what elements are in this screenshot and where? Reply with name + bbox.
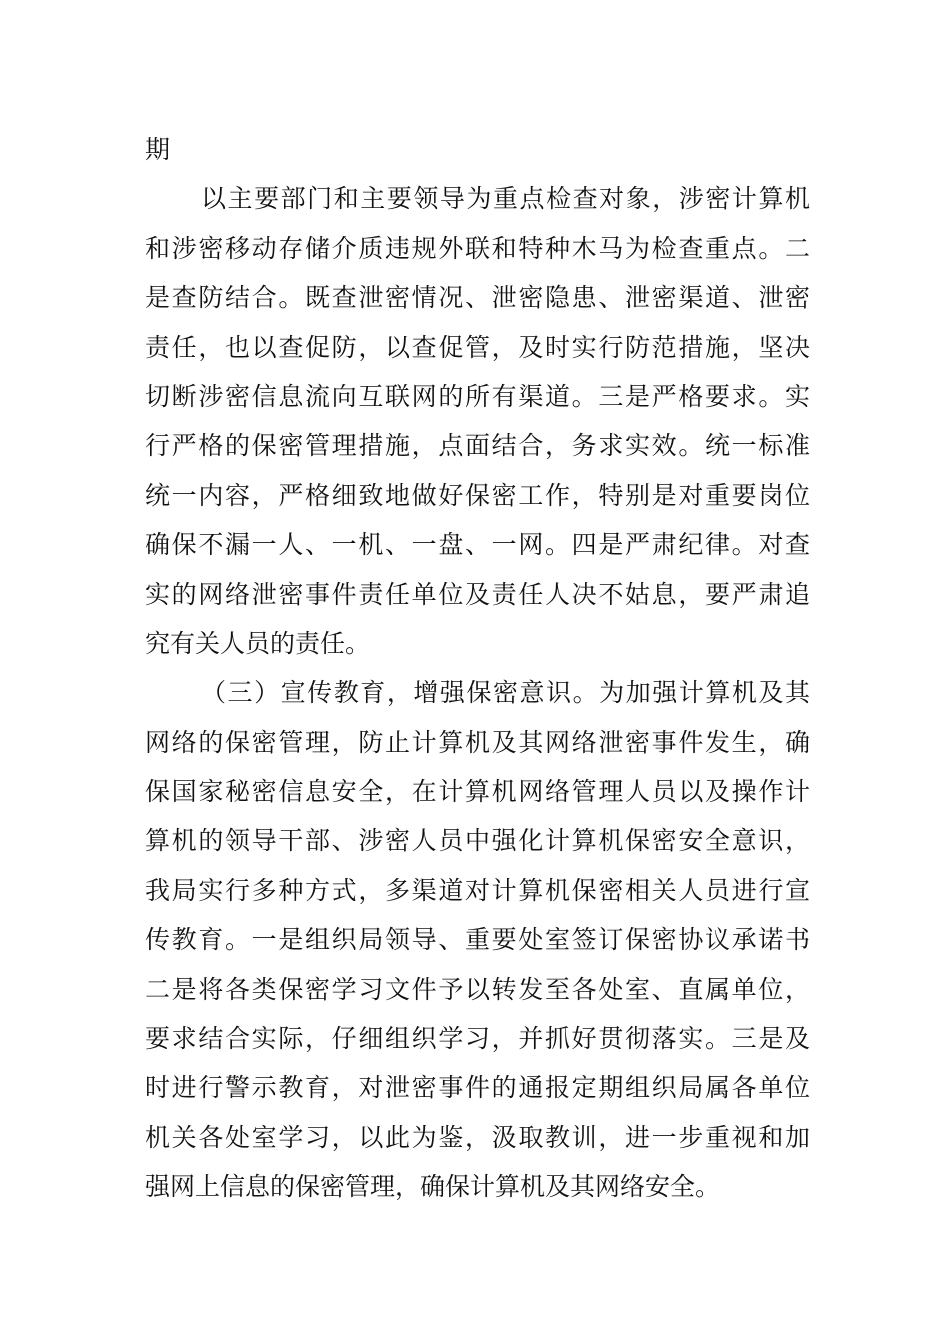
text-line: 确保不漏一人、一机、一盘、一网。四是严肃纪律。对查 [145, 530, 810, 560]
text-line: 要求结合实际，仔细组织学习，并抓好贯彻落实。三是及 [145, 1024, 810, 1054]
text-line: 究有关人员的责任。 [145, 628, 371, 658]
text-line: 责任，也以查促防，以查促管，及时实行防范措施，坚决 [145, 332, 810, 362]
text-line: 传教育。一是组织局领导、重要处室签订保密协议承诺书 [145, 925, 810, 955]
text-line: 以主要部门和主要领导为重点检查对象，涉密计算机 [201, 184, 810, 214]
text-line: （三）宣传教育，增强保密意识。为加强计算机及其 [201, 678, 810, 708]
text-line: 时进行警示教育，对泄密事件的通报定期组织局属各单位 [145, 1073, 810, 1103]
text-line: 切断涉密信息流向互联网的所有渠道。三是严格要求。实 [145, 381, 810, 411]
text-line: 行严格的保密管理措施，点面结合，务求实效。统一标准 [145, 431, 810, 461]
text-line: 强网上信息的保密管理，确保计算机及其网络安全。 [145, 1172, 721, 1202]
text-line: 实的网络泄密事件责任单位及责任人决不姑息，要严肃追 [145, 579, 810, 609]
text-line: 统一内容，严格细致地做好保密工作，特别是对重要岗位 [145, 480, 810, 510]
text-line: 算机的领导干部、涉密人员中强化计算机保密安全意识， [145, 826, 810, 856]
text-line: 网络的保密管理，防止计算机及其网络泄密事件发生，确 [145, 727, 810, 757]
text-line: 机关各处室学习，以此为鉴，汲取教训，进一步重视和加 [145, 1122, 810, 1152]
text-line: 是查防结合。既查泄密情况、泄密隐患、泄密渠道、泄密 [145, 283, 810, 313]
body-text [145, 125, 810, 1212]
text-line: 二是将各类保密学习文件予以转发至各处室、直属单位， [145, 974, 810, 1004]
text-line: 保国家秘密信息安全，在计算机网络管理人员以及操作计 [145, 777, 810, 807]
text-line: 我局实行多种方式，多渠道对计算机保密相关人员进行宣 [145, 875, 810, 905]
text-line: 和涉密移动存储介质违规外联和特种木马为检查重点。二 [145, 233, 810, 263]
text-line: 期 [145, 135, 171, 164]
